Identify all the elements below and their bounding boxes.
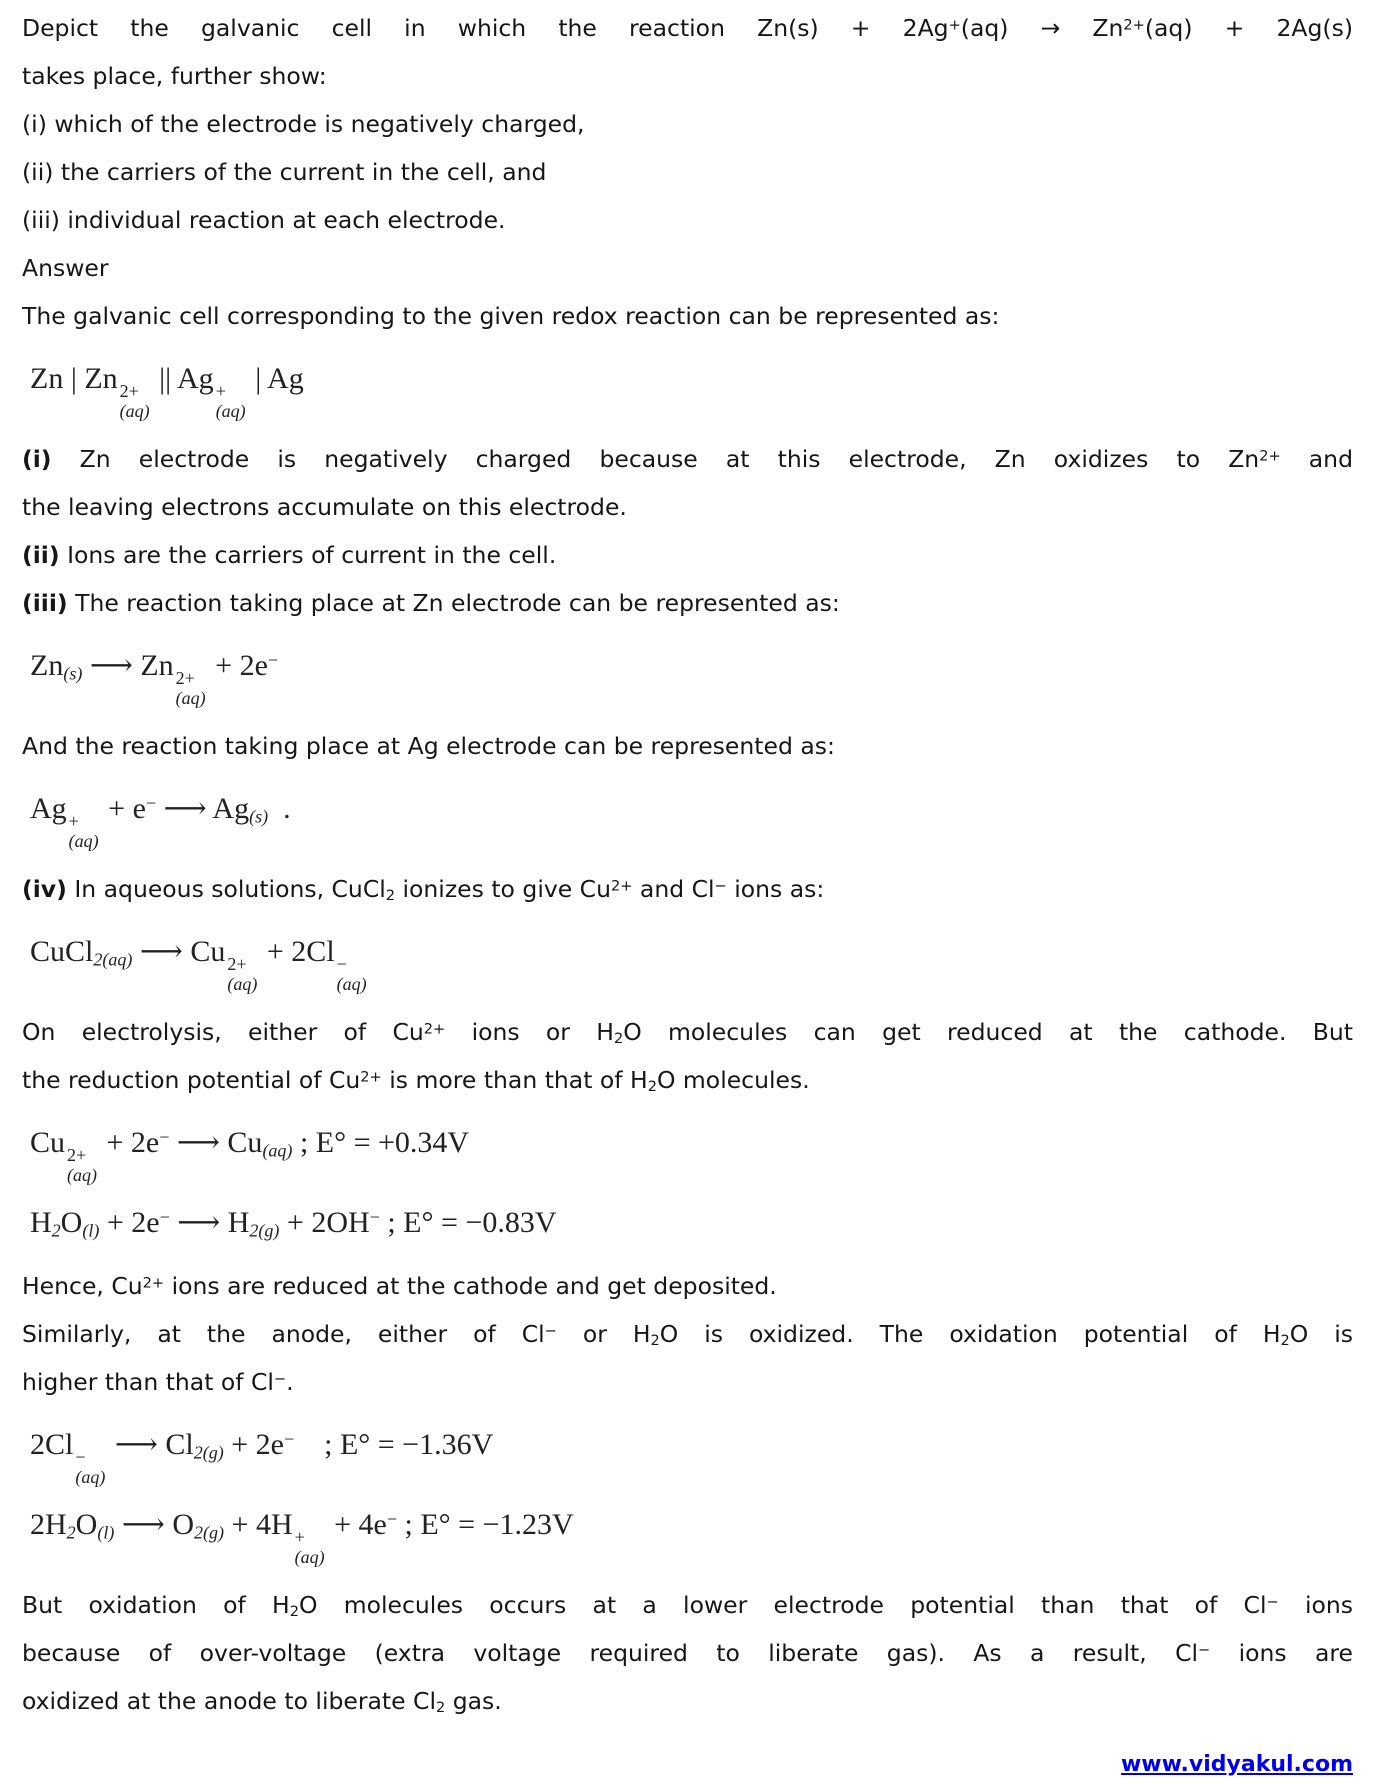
text-line: And the reaction taking place at Ag electrode can be represented as:	[22, 732, 835, 760]
formula-line: Zn | Zn 2+ (aq) || Ag + (aq) | Ag	[30, 362, 304, 421]
sup-sub-stack: 2+ (aq)	[175, 668, 206, 708]
document-body	[22, 4, 1353, 1725]
text-line: (iii) The reaction taking place at Zn electrode can be represented as:	[22, 589, 840, 617]
text-line: On electrolysis, either of $Cu^{2+}$ ions or $H_2O$ molecules can get reduced at the cathode. But	[22, 1018, 1353, 1047]
text-line: The galvanic cell corresponding to the given redox reaction can be represented as:	[22, 302, 1000, 330]
formula-line: Ag + (aq) + e− ⟶ $Ag_{(s)}$ .	[30, 792, 291, 851]
text-line: Hence, $Cu^{2+}$ ions are reduced at the cathode and get deposited.	[22, 1272, 777, 1300]
formula-line: $H_2O_{(l)} + 2e^-$ ⟶ $H_{2(g)} + 2OH^-$ ; E° = −0.83V	[30, 1206, 557, 1241]
formula-line: CuCl$_{2(aq)}$ ⟶ Cu 2+ (aq) + 2Cl − (aq)	[30, 935, 367, 994]
text-line: (i) which of the electrode is negatively charged,	[22, 110, 585, 138]
sup-sub-stack: 2+ (aq)	[119, 381, 150, 421]
text-line: the reduction potential of $Cu^{2+}$ is more than that of $H_2O$ molecules.	[22, 1066, 810, 1095]
text-line: higher than that of Cl−.	[22, 1368, 294, 1396]
text-line: (ii) Ions are the carriers of current in the cell.	[22, 541, 557, 569]
text-line: Similarly, at the anode, either of Cl− or $H_2O$ is oxidized. The oxidation potential of $H_2O$ is	[22, 1320, 1353, 1349]
text-line: Depict the galvanic cell in which the reaction $Zn(s) + 2Ag^+(aq) \to Zn^{2+}(aq) + 2Ag(s)$	[22, 14, 1353, 42]
formula-line: $Zn_{(s)}$ ⟶ Zn 2+ (aq) + 2e−	[30, 649, 279, 708]
text-line: But oxidation of $H_2O$ molecules occurs at a lower electrode potential than that of Cl− ions	[22, 1591, 1353, 1620]
sup-sub-stack: − (aq)	[75, 1447, 106, 1487]
sup-sub-stack: 2+ (aq)	[227, 954, 258, 994]
formula-line: Cu 2+ (aq) + 2e− ⟶ $Cu_{(aq)}$ ; E° = +0.34V	[30, 1126, 470, 1185]
footer	[22, 1739, 1353, 1789]
text-line: takes place, further show:	[22, 62, 327, 90]
text-line: Answer	[22, 254, 109, 282]
text-line: the leaving electrons accumulate on this electrode.	[22, 493, 627, 521]
formula-line: $2H_2O_{(l)}$ ⟶ $O_{2(g)} + 4H$ + (aq) + 4e− ; E° = −1.23V	[30, 1508, 574, 1567]
sup-sub-stack: + (aq)	[294, 1527, 325, 1567]
sup-sub-stack: 2+ (aq)	[67, 1145, 98, 1185]
formula-line: 2Cl − (aq) ⟶ $Cl_{2(g)} + 2e^-$ ; E° = −1.36V	[30, 1428, 494, 1487]
text-line: oxidized at the anode to liberate $Cl_2$ gas.	[22, 1687, 502, 1716]
text-line: (iv) In aqueous solutions, CuCl$_2$ ionizes to give $Cu^{2+}$ and Cl− ions as:	[22, 875, 825, 904]
sup-sub-stack: + (aq)	[215, 381, 246, 421]
text-line: because of over-voltage (extra voltage required to liberate gas). As a result, Cl− ions are	[22, 1639, 1353, 1667]
vidyakul-link[interactable]: www.vidyakul.com	[1120, 1752, 1353, 1777]
text-line: (ii) the carriers of the current in the cell, and	[22, 158, 547, 186]
text-line: (i) Zn electrode is negatively charged because at this electrode, Zn oxidizes to $Zn^{2+}$ and	[22, 445, 1353, 473]
sup-sub-stack: − (aq)	[336, 954, 367, 994]
sup-sub-stack: + (aq)	[68, 811, 99, 851]
text-line: (iii) individual reaction at each electrode.	[22, 206, 506, 234]
